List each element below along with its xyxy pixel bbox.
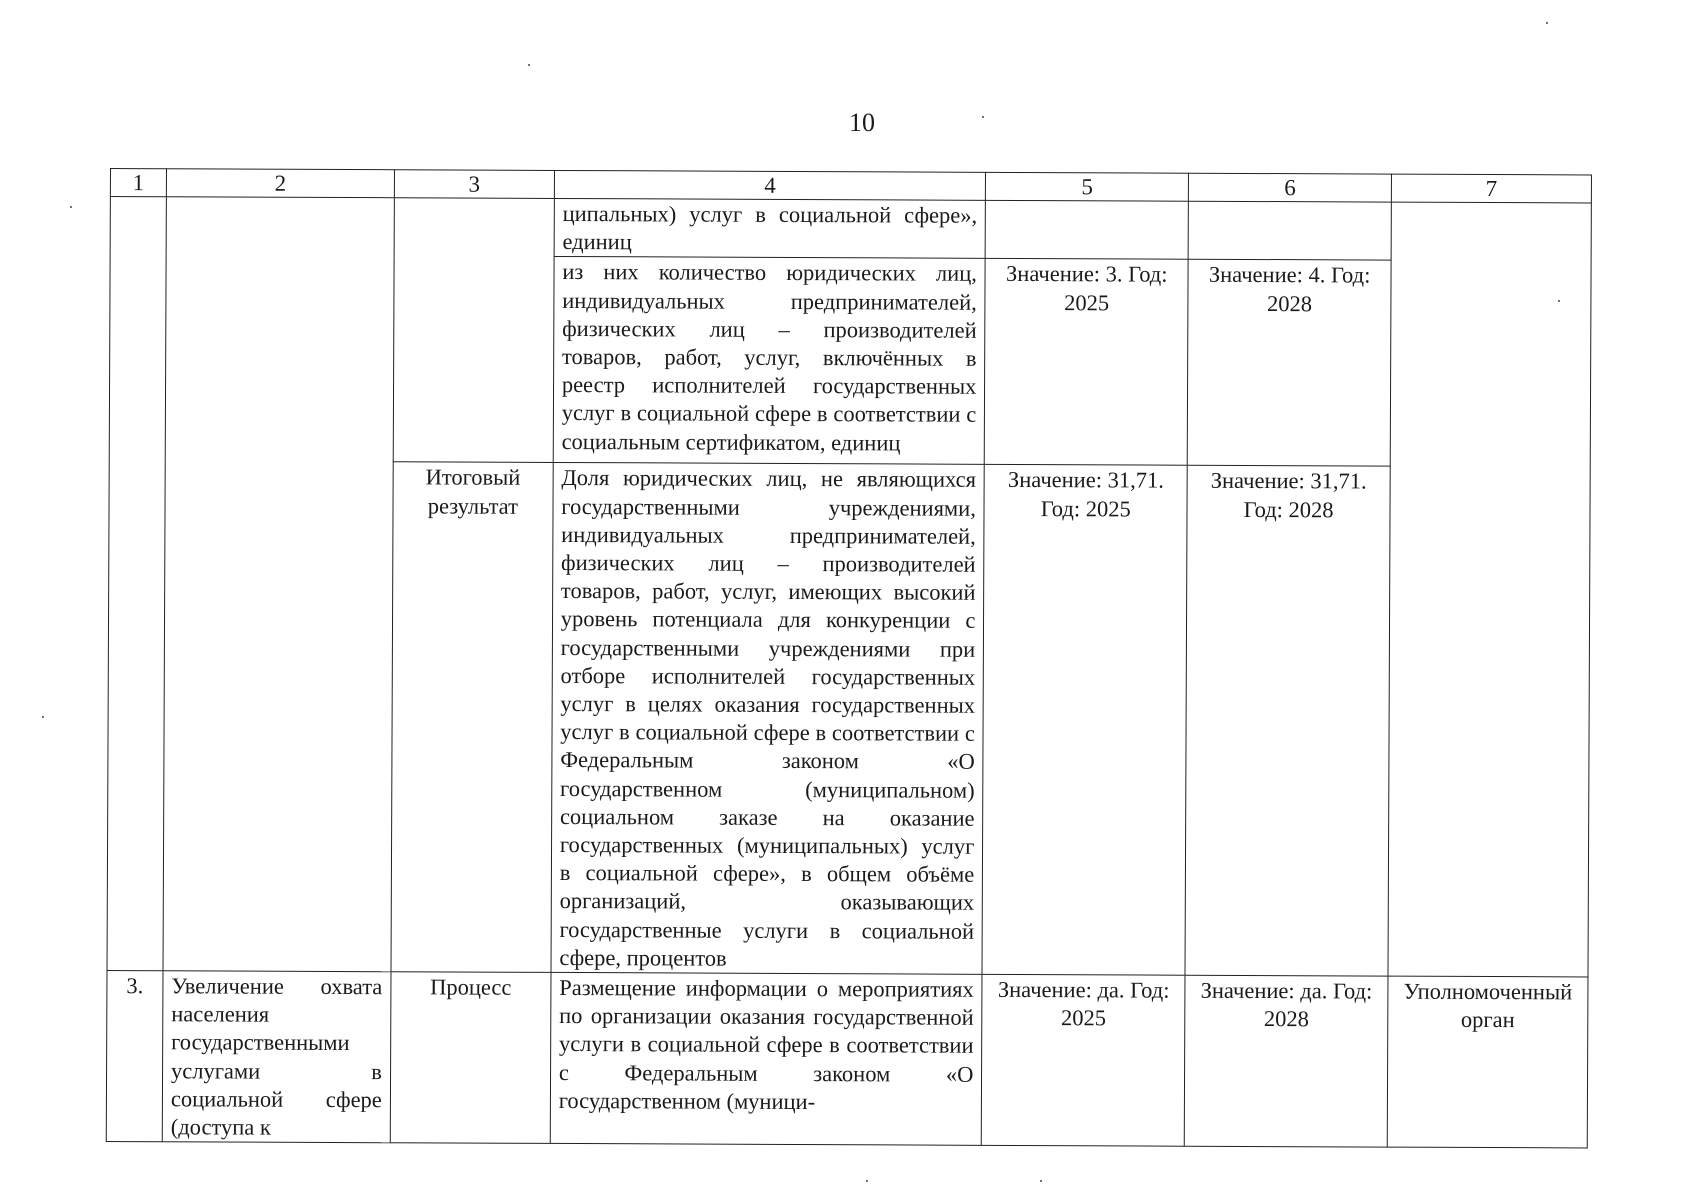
scan-speck <box>1040 1180 1042 1182</box>
row-number: 3. <box>106 971 163 1142</box>
target-value: Значение: 31,71. Год: 2028 <box>1185 466 1390 977</box>
base-value: Значение: да. Год: 2025 <box>982 974 1186 1146</box>
scan-speck <box>70 206 72 208</box>
indicator-text: из них количество юридических лиц, индивидуальных предпринимателей, физических лиц – производителей товаров, работ, услуг, включённых в реестр исполнителей государственных услуг в социальной сфере в соответствии с социальным сертификатом, единиц <box>553 257 985 465</box>
table-row <box>110 197 1591 262</box>
scan-speck <box>982 116 984 118</box>
column-header-4: 4 <box>554 170 986 200</box>
base-value-cell <box>985 200 1188 259</box>
column-header-3: 3 <box>394 170 554 199</box>
table-row <box>106 971 1588 1149</box>
result-type: Процесс <box>390 972 551 1144</box>
page-number: 10 <box>849 108 875 137</box>
target-value: Значение: 4. Год: 2028 <box>1187 260 1391 467</box>
indicator-text: Доля юридических лиц, не являющихся государственными учреждениями, индивидуальных предпринимателей, физических лиц – производителей товаров, работ, услуг, имеющих высокий уровень потенциала для конкуренции с государственными учреждениями при отборе исполнителей государственных услуг в целях оказания государственных услуг в социальной сфере в соответствии с Федеральным законом «О государственном (муниципальном) социальном заказе на оказание государственных (муниципальных) услуг в социальной сфере», в общем объёме организаций, оказывающих государственные услуги в социальной сфере, процентов <box>551 463 985 975</box>
scan-speck <box>1558 300 1560 302</box>
indicator-text: Размещение информации о мероприятиях по организации оказания государственной услуги в социальной сфере в соответствии с Федеральным законом «О государственном (муници- <box>550 972 982 1145</box>
scan-speck <box>866 1180 868 1182</box>
scan-speck <box>528 64 530 66</box>
indicators-table <box>106 168 1592 1149</box>
column-header-5: 5 <box>986 172 1189 201</box>
column-header-2: 2 <box>166 169 394 198</box>
column-header-6: 6 <box>1189 173 1392 202</box>
indicator-text: ципальных) услуг в социальной сфере», единиц <box>554 198 986 258</box>
result-type-cell <box>393 198 554 463</box>
row-number-cell <box>107 197 166 971</box>
target-value-cell <box>1188 201 1391 260</box>
scan-speck <box>1546 22 1548 24</box>
scan-speck <box>42 716 44 718</box>
responsible-org: Уполномоченный орган <box>1387 976 1588 1148</box>
task-cell <box>163 197 394 972</box>
base-value: Значение: 3. Год: 2025 <box>985 259 1189 466</box>
column-header-7: 7 <box>1391 174 1591 203</box>
task-text: Увеличение охвата населения государственными услугами в социальной сфере (доступа к <box>162 971 391 1143</box>
responsible-cell <box>1388 202 1591 977</box>
column-header-1: 1 <box>110 169 166 197</box>
target-value: Значение: да. Год: 2028 <box>1184 975 1388 1147</box>
result-type: Итоговый результат <box>391 462 553 972</box>
base-value: Значение: 31,71. Год: 2025 <box>982 465 1187 976</box>
